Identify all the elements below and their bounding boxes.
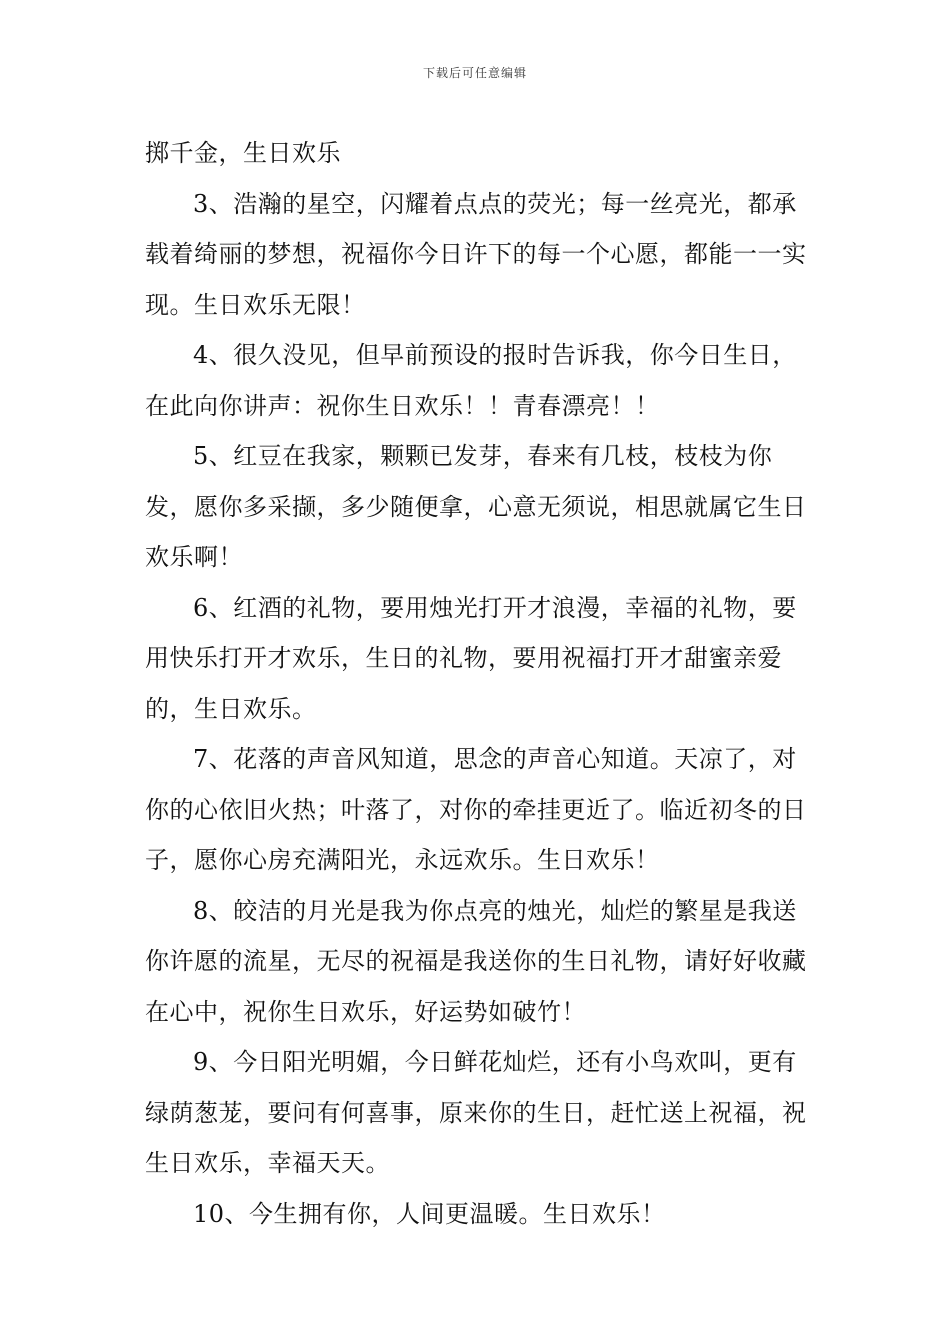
paragraph-wish-9: 9、今日阳光明媚，今日鲜花灿烂，还有小鸟欢叫，更有绿荫葱茏，要问有何喜事，原来你的生日，赶忙送上祝福，祝生日欢乐，幸福天天。	[145, 1048, 807, 1177]
document-body	[145, 128, 815, 1239]
page-header-note: 下载后可任意编辑	[422, 66, 527, 80]
paragraph-wish-8: 8、皎洁的月光是我为你点亮的烛光，灿烂的繁星是我送你许愿的流星，无尽的祝福是我送你的生日礼物，请好好收藏在心中，祝你生日欢乐，好运势如破竹！	[145, 896, 807, 1026]
paragraph-wish-7: 7、花落的声音风知道，思念的声音心知道。天凉了，对你的心依旧火热；叶落了，对你的牵挂更近了。临近初冬的日子，愿你心房充满阳光，永远欢乐。生日欢乐！	[145, 745, 807, 874]
paragraph-wish-6: 6、红酒的礼物，要用烛光打开才浪漫，幸福的礼物，要用快乐打开才欢乐，生日的礼物，要用祝福打开才甜蜜亲爱的，生日欢乐。	[145, 593, 797, 723]
paragraph-continuation: 掷千金，生日欢乐	[145, 139, 341, 167]
paragraph-wish-3: 3、浩瀚的星空，闪耀着点点的荧光；每一丝亮光，都承载着绮丽的梦想，祝福你今日许下的每一个心愿，都能一一实现。生日欢乐无限！	[145, 189, 807, 319]
paragraph-wish-4: 4、很久没见，但早前预设的报时告诉我，你今日生日，在此向你讲声：祝你生日欢乐！！青春漂亮！！	[145, 341, 797, 420]
paragraph-wish-5: 5、红豆在我家，颗颗已发芽，春来有几枝，枝枝为你发，愿你多采撷，多少随便拿，心意无须说，相思就属它生日欢乐啊！	[145, 442, 807, 571]
paragraph-wish-10: 10、今生拥有你，人间更温暖。生日欢乐！	[193, 1199, 666, 1228]
